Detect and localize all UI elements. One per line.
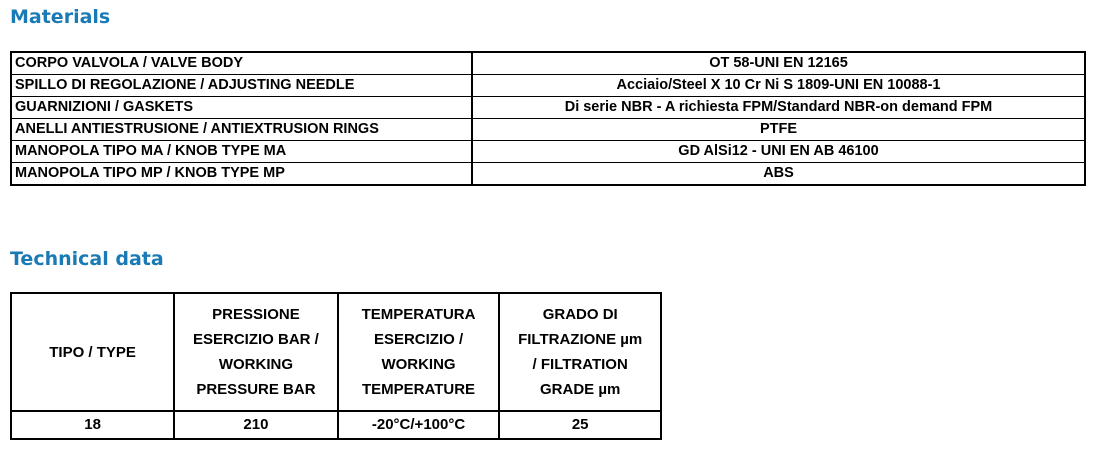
table-row xyxy=(11,119,1085,141)
working-pressure-value: 210 xyxy=(174,411,338,439)
table-row xyxy=(11,52,1085,75)
materials-table xyxy=(10,51,1086,186)
column-header-filtration-grade xyxy=(499,293,661,411)
column-header-working-pressure xyxy=(174,293,338,411)
filtration-grade-value: 25 xyxy=(499,411,661,439)
column-header-type xyxy=(11,293,174,411)
header-line: FILTRAZIONE µm xyxy=(518,331,643,348)
technical-data-table xyxy=(10,292,662,440)
technical-data-heading: Technical data xyxy=(10,248,164,270)
header-line: TEMPERATURA xyxy=(361,306,476,323)
header-line: ESERCIZIO / xyxy=(373,331,464,348)
material-spec: OT 58-UNI EN 12165 xyxy=(472,52,1085,75)
table-row xyxy=(11,75,1085,97)
column-header-working-temperature xyxy=(338,293,500,411)
material-component: GUARNIZIONI / GASKETS xyxy=(11,97,472,119)
header-line: / FILTRATION xyxy=(532,356,628,373)
table-row xyxy=(11,163,1085,186)
material-component: MANOPOLA TIPO MA / KNOB TYPE MA xyxy=(11,141,472,163)
material-spec: Di serie NBR - A richiesta FPM/Standard NBR-on demand FPM xyxy=(472,97,1085,119)
header-line: TIPO / TYPE xyxy=(49,343,136,361)
material-component: CORPO VALVOLA / VALVE BODY xyxy=(11,52,472,75)
header-line: GRADO DI xyxy=(542,306,618,323)
working-temperature-value: -20°C/+100°C xyxy=(338,411,500,439)
material-component: MANOPOLA TIPO MP / KNOB TYPE MP xyxy=(11,163,472,186)
header-line: WORKING xyxy=(381,356,456,373)
material-spec: GD AlSi12 - UNI EN AB 46100 xyxy=(472,141,1085,163)
table-header-row xyxy=(11,293,661,411)
header-line: WORKING xyxy=(218,356,294,373)
header-line: GRADE µm xyxy=(540,381,621,398)
type-value: 18 xyxy=(11,411,174,439)
table-row xyxy=(11,97,1085,119)
header-line: ESERCIZIO BAR / xyxy=(193,331,319,348)
material-spec: ABS xyxy=(472,163,1085,186)
header-line: PRESSURE BAR xyxy=(196,381,316,398)
table-row xyxy=(11,141,1085,163)
materials-heading: Materials xyxy=(10,6,111,28)
table-row xyxy=(11,411,661,439)
material-spec: PTFE xyxy=(472,119,1085,141)
header-line: TEMPERATURE xyxy=(362,381,476,398)
material-spec: Acciaio/Steel X 10 Cr Ni S 1809-UNI EN 10088-1 xyxy=(472,75,1085,97)
material-component: ANELLI ANTIESTRUSIONE / ANTIEXTRUSION RINGS xyxy=(11,119,472,141)
header-line: PRESSIONE xyxy=(212,306,300,323)
material-component: SPILLO DI REGOLAZIONE / ADJUSTING NEEDLE xyxy=(11,75,472,97)
